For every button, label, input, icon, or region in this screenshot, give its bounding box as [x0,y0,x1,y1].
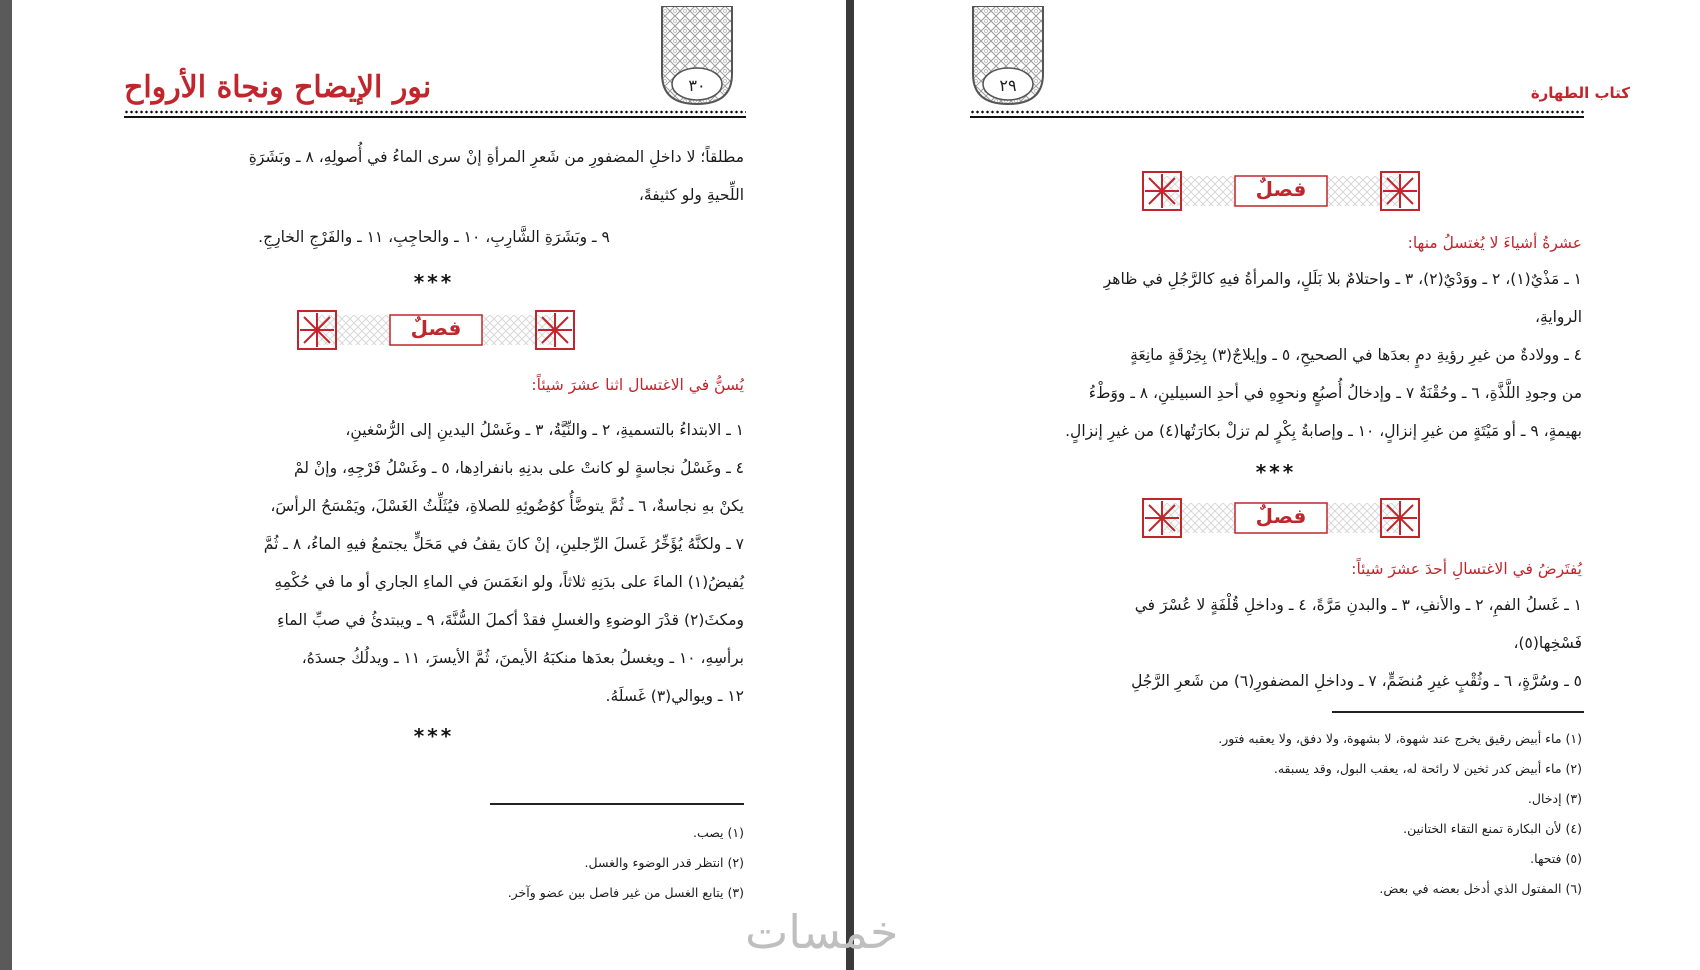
footnote: (٦) المفتول الذي أدخل بعضه في بعض. [1379,881,1582,896]
section-body [970,260,1582,450]
text-line: ٧ ـ ولكنَّهُ يُؤَخِّرُ غَسلَ الرِّجلينِ، إنْ كانَ يقفُ في مَحَلٍّ يجتمعُ فيهِ الماءُ، ٨ ـ ثُمَّ [263,535,744,553]
section-heading: عشرةُ أشياءَ لا يُغتسلُ منها: [1407,234,1582,252]
footnotes [124,818,744,908]
footnote: (٥) فتحها. [1530,851,1582,866]
footnote: (٤) لأن البكارة تمنع التقاء الختانين. [1403,821,1582,836]
text-line: يكنْ بهِ نجاسةٌ، ٦ ـ ثُمَّ يتوضَّأُ كوُضُوئِهِ للصلاةِ، فيُثَلِّثُ الغَسْلَ، ويَمْسَحُ الرأسَ، [270,497,744,515]
page-number: ٣٠ [688,76,706,95]
section-label: فصلٌ [1255,504,1307,528]
section-heading: يُفتَرضُ في الاغتسالِ أحدَ عشرَ شيئاً: [1351,560,1582,578]
header-ornament [971,6,1045,106]
text-line: بهيمةٍ، ٩ ـ أو مَيْتَةٍ من غيرِ إنزالٍ، ١٠ ـ وإصابةُ بِكْرٍ لم تزلْ بكارَتُها(٤) من غيرِ إنزالٍ. [1065,422,1582,440]
text-line: ٤ ـ وغَسْلُ نجاسةٍ لو كانتْ على بدنِهِ بانفرادِها، ٥ ـ وغَسْلُ فَرْجِهِ، وإنْ لمْ [293,459,744,477]
text-line: مطلقاً؛ لا داخلِ المضفورِ من شَعرِ المرأةِ إنْ سرى الماءُ في أُصولِهِ، ٨ ـ وبَشَرَةِ [248,148,744,166]
paragraph [124,138,744,214]
text-line: ١ ـ مَذْيٌ(١)، ٢ ـ ووَدْيٌ(٢)، ٣ ـ واحتلامٌ بلا بَلَلٍ، والمرأةُ فيهِ كالرَّجُلِ في ظاهرِ [1103,270,1582,288]
section-banner [1131,495,1431,541]
text-line: اللِّحيةِ ولو كثيفةً، [638,186,744,204]
text-line-centered: ٩ ـ وبَشَرَةِ الشَّارِبِ، ١٠ ـ والحاجِبِ، ١١ ـ والفَرْجِ الخارِجِ. [258,228,610,246]
section-divider: *** [1255,460,1297,484]
text-line: ١ ـ غَسلُ الفمِ، ٢ ـ والأنفِ، ٣ ـ والبدنِ مَرَّةً، ٤ ـ وداخلِ قُلْفَةٍ لا عُسْرَ في [1134,596,1582,614]
section-label: فصلٌ [410,316,462,340]
text-line: فَسْخِها(٥)، [1513,634,1582,652]
section-divider: *** [413,724,455,748]
header-rule [970,116,1584,118]
text-line: ١ ـ الابتداءُ بالتسميةِ، ٢ ـ والنِّيَّةُ، ٣ ـ وغَسْلُ اليدينِ إلى الرُّسْغينِ، [345,421,744,439]
text-line: ٤ ـ وولادةٌ من غيرِ رؤيةِ دمٍ بعدَها في الصحيحِ، ٥ ـ وإيلاجٌ(٣) بِخِرْقَةٍ مانِعَةٍ [1130,346,1582,364]
text-line: ٥ ـ وسُرَّةٍ، ٦ ـ وثُقْبٍ غيرِ مُنضَمٍّ، ٧ ـ وداخلِ المضفورِ(٦) من شَعرِ الرَّجُلِ [1131,672,1582,690]
section-divider: *** [413,270,455,294]
footnote: (٣) إدخال. [1527,791,1582,806]
footnote-rule [1332,711,1584,713]
header-dotted-rule [970,110,1584,114]
header-rule [124,116,746,118]
text-line: يُفيضُ(١) الماءَ على بدَنِهِ ثلاثاً، ولو انغَمَسَ في الماءِ الجاري أو ما في حُكْمِهِ [274,573,744,591]
section-label: فصلٌ [1255,177,1307,201]
watermark: خمسات [745,905,899,959]
chapter-title: كتاب الطهارة [1530,84,1630,102]
header-dotted-rule [124,110,746,114]
footnote: (٢) انتظر قدر الوضوء والغسل. [584,855,744,870]
section-banner [1131,168,1431,214]
header-ornament [660,6,734,106]
footnotes [970,724,1582,904]
section-body [970,586,1582,700]
section-body [124,411,744,715]
left-page [12,0,846,970]
footnote-rule [490,803,744,805]
footnote: (١) ماء أبيض رقيق يخرج عند شهوة، لا بشهوة، ولا دفق، ولا يعقبه فتور. [1218,731,1582,746]
footnote: (٣) يتابع الغسل من غير فاصل بين عضو وآخر. [507,885,744,900]
book-title: نور الإيضاح ونجاة الأرواح [124,70,432,105]
page-number: ٢٩ [999,76,1017,95]
section-banner [286,307,586,353]
page-gutter [846,0,854,970]
text-line: ١٢ ـ ويوالي(٣) غَسلَهُ. [605,687,744,705]
text-line: الروايةِ، [1535,308,1582,326]
footnote: (١) يصب. [692,825,744,840]
right-page [854,0,1700,970]
text-line: ومكثَ(٢) قدْرَ الوضوءِ والغسلِ فقدْ أكملَ السُّنَّةَ، ٩ ـ ويبتدئُ في صبِّ الماءِ [277,611,744,629]
section-heading: يُسنُّ في الاغتسال اثنا عشرَ شيئاً: [531,376,744,394]
text-line: برأسِهِ، ١٠ ـ ويغسلُ بعدَها منكبَهُ الأيمنَ، ثُمَّ الأيسرَ، ١١ ـ ويدلُكُ جسدَهُ، [301,649,744,667]
footnote: (٢) ماء أبيض كدر ثخين لا رائحة له، يعقب البول، وقد يسبقه. [1273,761,1582,776]
text-line: من وجودِ اللَّذَّةِ، ٦ ـ وحُقْنَةٌ ٧ ـ وإدخالُ أُصبُعٍ ونحوِهِ في أحدِ السبيلينِ، ٨ ـ ووَطْءُ [1088,384,1582,402]
